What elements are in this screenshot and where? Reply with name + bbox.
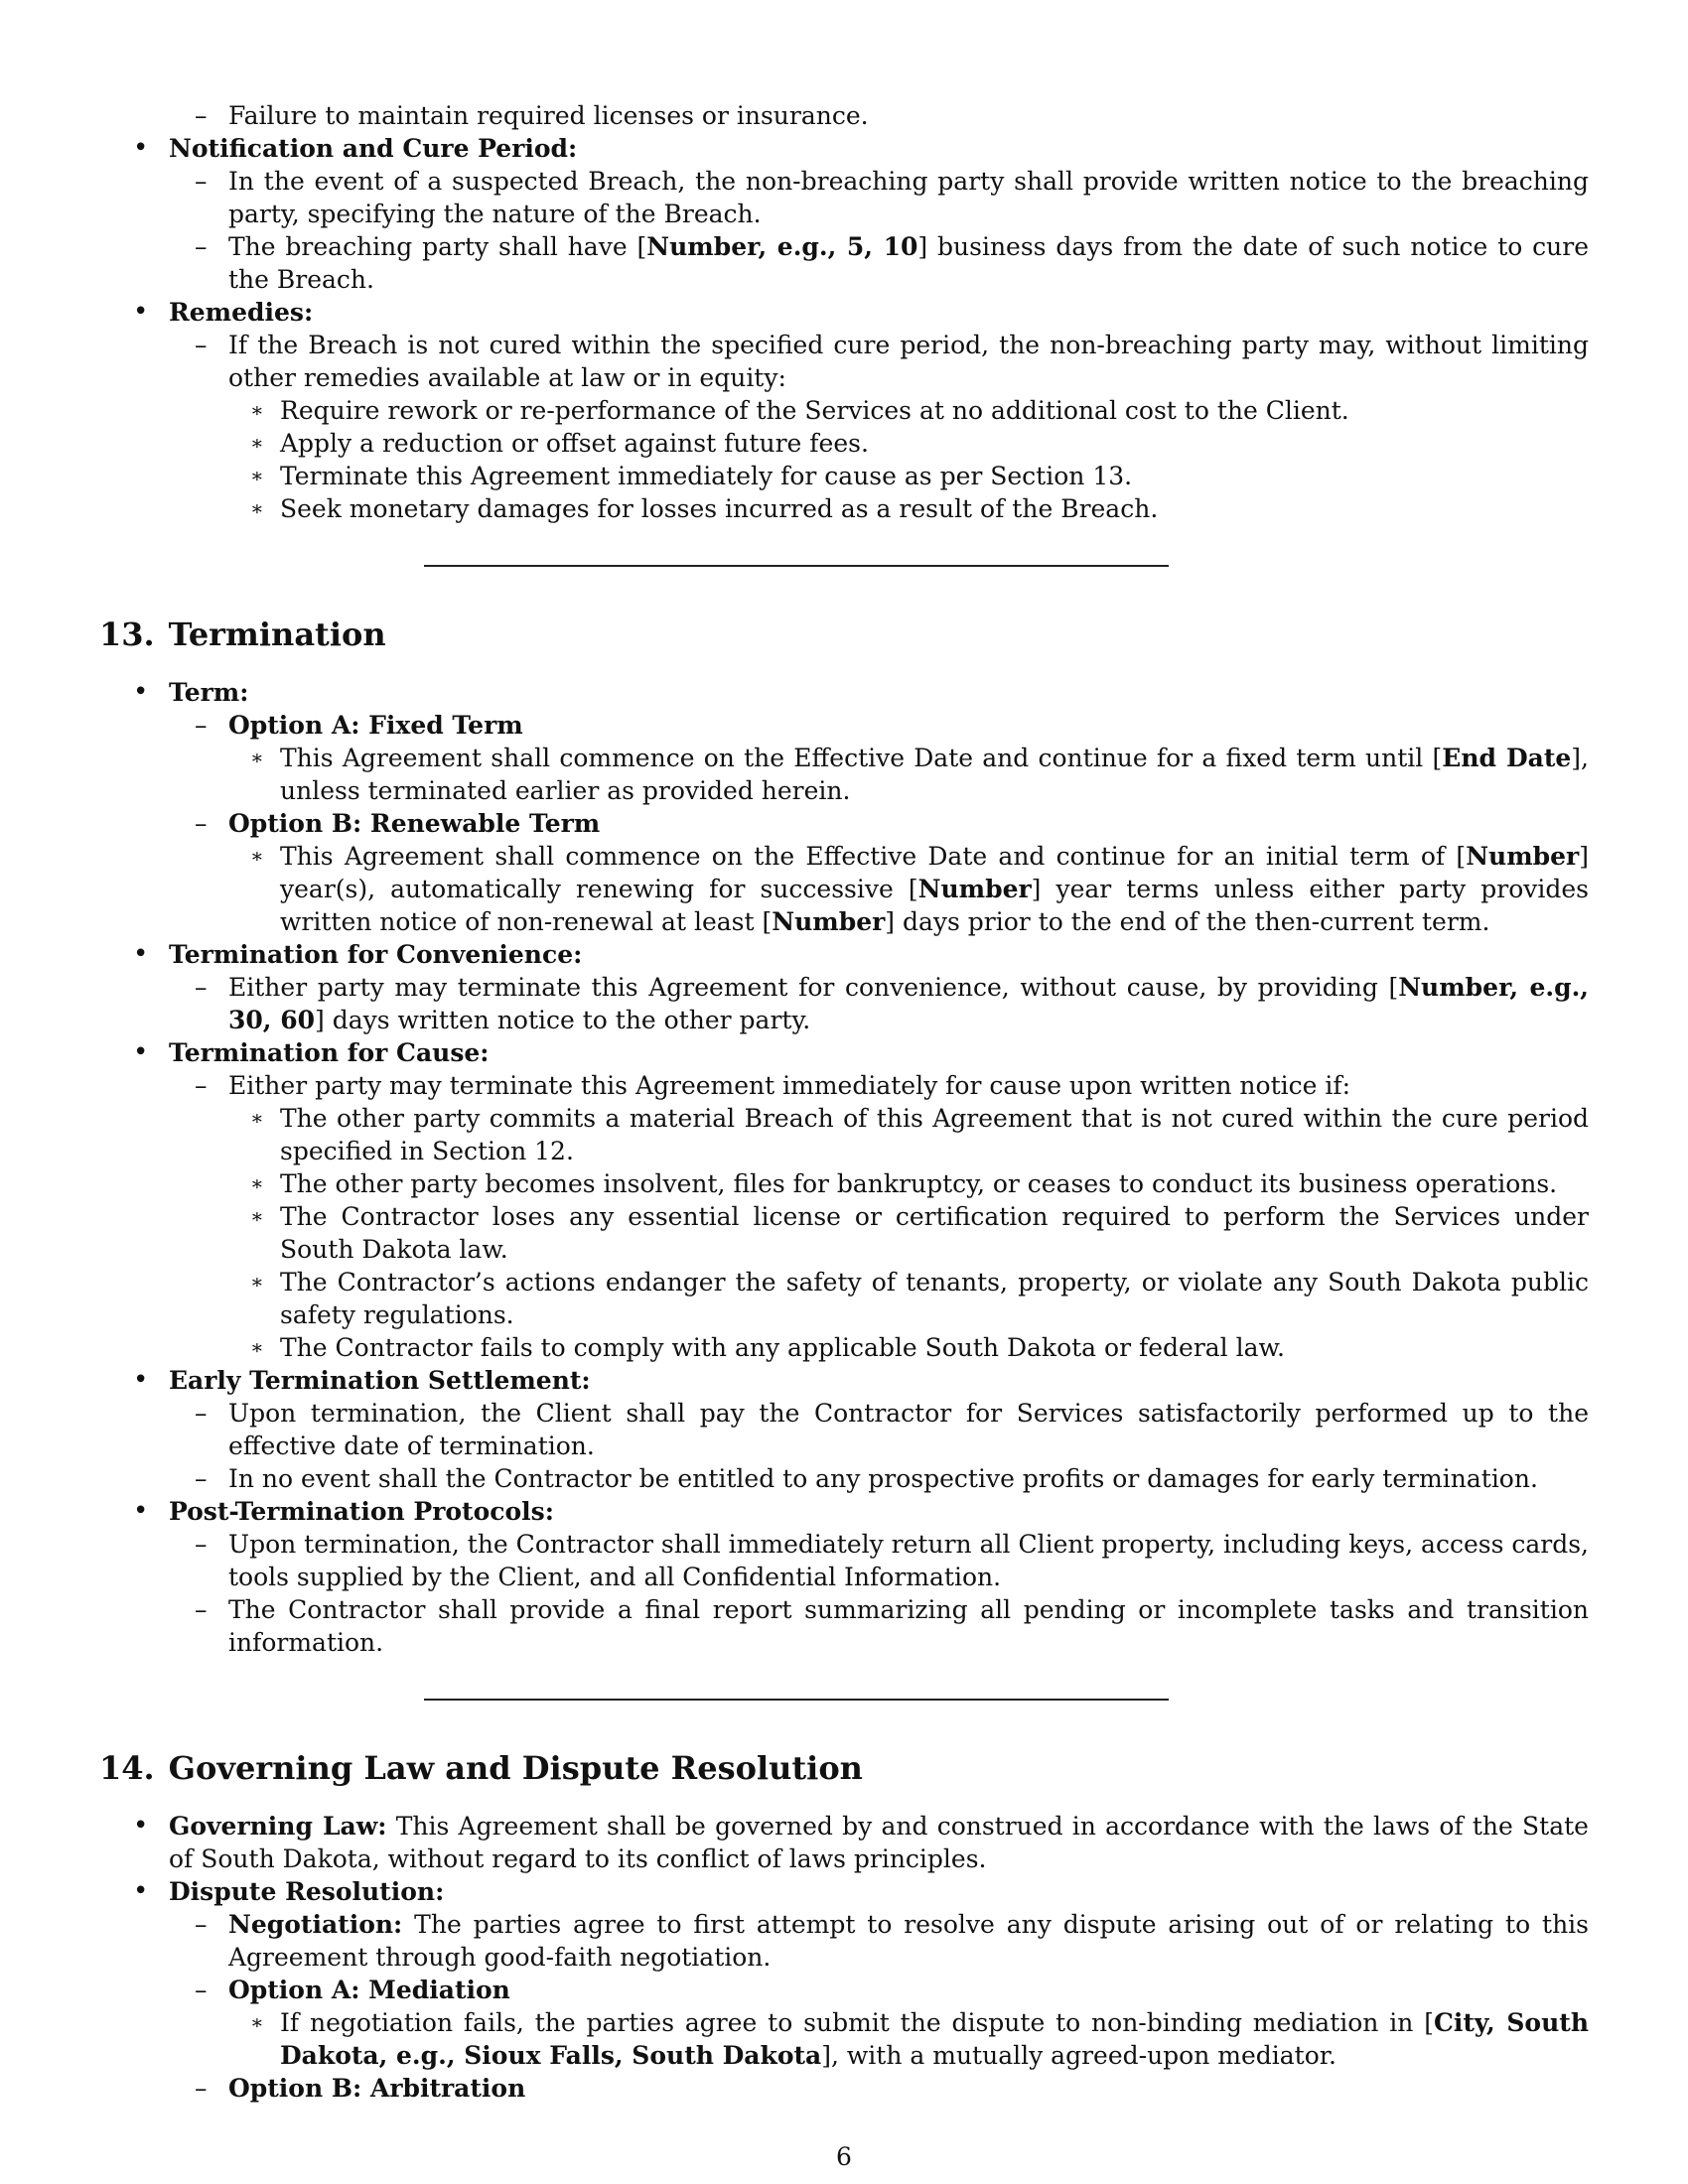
list-item: • Termination for Cause: [133, 1037, 490, 1067]
list-item: • Post-Termination Protocols: [133, 1496, 554, 1526]
bullet-icon: • [133, 1037, 149, 1067]
dash-bullet: – [195, 167, 208, 196]
list-item: – Upon termination, the Client shall pay the Contractor for Services satisfactorily performed up to the effective date of termination. [195, 1399, 1589, 1460]
list-item: ∗ Terminate this Agreement immediately for cause as per Section 13. [250, 462, 1133, 490]
dash-bullet: – [195, 1910, 208, 1939]
dash-bullet: – [195, 1595, 208, 1624]
bullet-icon: • [133, 133, 149, 163]
dash-bullet: – [195, 2074, 208, 2103]
list-item: • Governing Law: This Agreement shall be governed by and construed in accordance with the laws of the State of South Dakota, without regard to its conflict of laws principles. [133, 1811, 1589, 1873]
list-item: – The breaching party shall have [Number, e.g., 5, 10] business days from the date of such notice to cure the Breach. [195, 232, 1589, 294]
list-item: ∗ The other party becomes insolvent, files for bankruptcy, or ceases to conduct its business operations. [250, 1169, 1558, 1198]
list-item: – Upon termination, the Contractor shall immediately return all Client property, including keys, access cards, tools supplied by the Client, and all Confidential Information. [195, 1530, 1589, 1591]
horizontal-rule [424, 565, 1169, 567]
remedies-label: Remedies: [169, 298, 314, 327]
list-item: – Option A: Fixed Term [195, 711, 523, 740]
bullet-icon: • [133, 939, 149, 969]
bullet-icon: • [133, 1811, 149, 1841]
dash-bullet: – [195, 973, 208, 1002]
asterisk-bullet: ∗ [250, 1335, 264, 1359]
document-body [99, 99, 1589, 2105]
list-item: – If the Breach is not cured within the specified cure period, the non-breaching party may, without limiting other remedies available at law or in equity: [195, 331, 1589, 392]
dash-bullet: – [195, 1071, 208, 1100]
list-item: – Option A: Mediation [195, 1976, 510, 2004]
dash-bullet: – [195, 1464, 208, 1493]
list-item: – Option B: Arbitration [195, 2074, 526, 2103]
asterisk-bullet: ∗ [250, 2010, 264, 2034]
page-number: 6 [836, 2142, 852, 2171]
list-item: – Option B: Renewable Term [195, 809, 601, 838]
dash-bullet: – [195, 1399, 208, 1428]
bullet-icon: • [133, 297, 149, 327]
list-item: ∗ The Contractor loses any essential license or certification required to perform the Services under South Dakota law. [250, 1202, 1589, 1264]
section-14-heading: 14. Governing Law and Dispute Resolution [99, 1749, 863, 1787]
list-item: ∗ The other party commits a material Breach of this Agreement that is not cured within the cure period specified in Section 12. [250, 1104, 1589, 1165]
dash-bullet: – [195, 809, 208, 838]
list-item: • Termination for Convenience: [133, 939, 583, 969]
list-item: ∗ The Contractor fails to comply with any applicable South Dakota or federal law. [250, 1333, 1285, 1362]
list-item: – Failure to maintain required licenses or insurance. [195, 101, 869, 130]
asterisk-bullet: ∗ [250, 431, 264, 455]
asterisk-bullet: ∗ [250, 746, 264, 769]
notification-label: Notification and Cure Period: [169, 134, 578, 163]
list-item [99, 296, 1589, 329]
list-item: ∗ Apply a reduction or offset against future fees. [250, 429, 869, 458]
list-item: ∗ This Agreement shall commence on the Effective Date and continue for an initial term of [Number] year(s), automatically renewing for successive [Number] year terms unless either party provides written notice of non-renewal at least [Number] days prior to the end of the then-current term. [250, 842, 1589, 936]
dash-bullet: – [195, 1530, 208, 1559]
dash-bullet: – [195, 232, 208, 261]
asterisk-bullet: ∗ [250, 464, 264, 487]
list-item: – Either party may terminate this Agreement immediately for cause upon written notice if: [195, 1071, 1351, 1100]
asterisk-bullet: ∗ [250, 1204, 264, 1228]
asterisk-bullet: ∗ [250, 496, 264, 520]
asterisk-bullet: ∗ [250, 844, 264, 868]
list-item: – The Contractor shall provide a final report summarizing all pending or incomplete tasks and transition information. [195, 1595, 1589, 1657]
list-item: ∗ The Contractor’s actions endanger the safety of tenants, property, or violate any South Dakota public safety regulations. [250, 1268, 1589, 1329]
list-item: • Dispute Resolution: [133, 1876, 445, 1906]
bullet-icon: • [133, 1876, 149, 1906]
horizontal-rule [424, 1699, 1169, 1701]
list-item: • Term: [133, 677, 249, 707]
list-item: – In no event shall the Contractor be entitled to any prospective profits or damages for early termination. [195, 1464, 1538, 1493]
asterisk-bullet: ∗ [250, 398, 264, 422]
section-13-heading: 13. Termination [99, 615, 386, 653]
asterisk-bullet: ∗ [250, 1171, 264, 1195]
dash-bullet: – [195, 101, 208, 130]
asterisk-bullet: ∗ [250, 1270, 264, 1294]
list-item: ∗ This Agreement shall commence on the Effective Date and continue for a fixed term until [End Date], unless terminated earlier as provided herein. [250, 744, 1589, 805]
list-item [99, 132, 1589, 165]
asterisk-bullet: ∗ [250, 1106, 264, 1130]
bullet-icon: • [133, 1365, 149, 1395]
bullet-icon: • [133, 677, 149, 707]
bullet-icon: • [133, 1496, 149, 1526]
list-item: ∗ Require rework or re-performance of the Services at no additional cost to the Client. [250, 396, 1349, 425]
dash-bullet: – [195, 331, 208, 359]
list-item: • Early Termination Settlement: [133, 1365, 591, 1395]
list-item: – Either party may terminate this Agreement for convenience, without cause, by providing [Number, e.g., 30, 60] days written notice to the other party. [195, 973, 1589, 1034]
list-item: ∗ Seek monetary damages for losses incurred as a result of the Breach. [250, 494, 1159, 523]
list-item: – Negotiation: The parties agree to first attempt to resolve any dispute arising out of or relating to this Agreement through good-faith negotiation. [195, 1910, 1589, 1972]
dash-bullet: – [195, 1976, 208, 2004]
dash-bullet: – [195, 711, 208, 740]
list-item: – In the event of a suspected Breach, the non-breaching party shall provide written notice to the breaching party, specifying the nature of the Breach. [195, 167, 1589, 228]
list-item: ∗ If negotiation fails, the parties agree to submit the dispute to non-binding mediation in [City, South Dakota, e.g., Sioux Falls, South Dakota], with a mutually agreed-upon mediator. [250, 2008, 1589, 2070]
